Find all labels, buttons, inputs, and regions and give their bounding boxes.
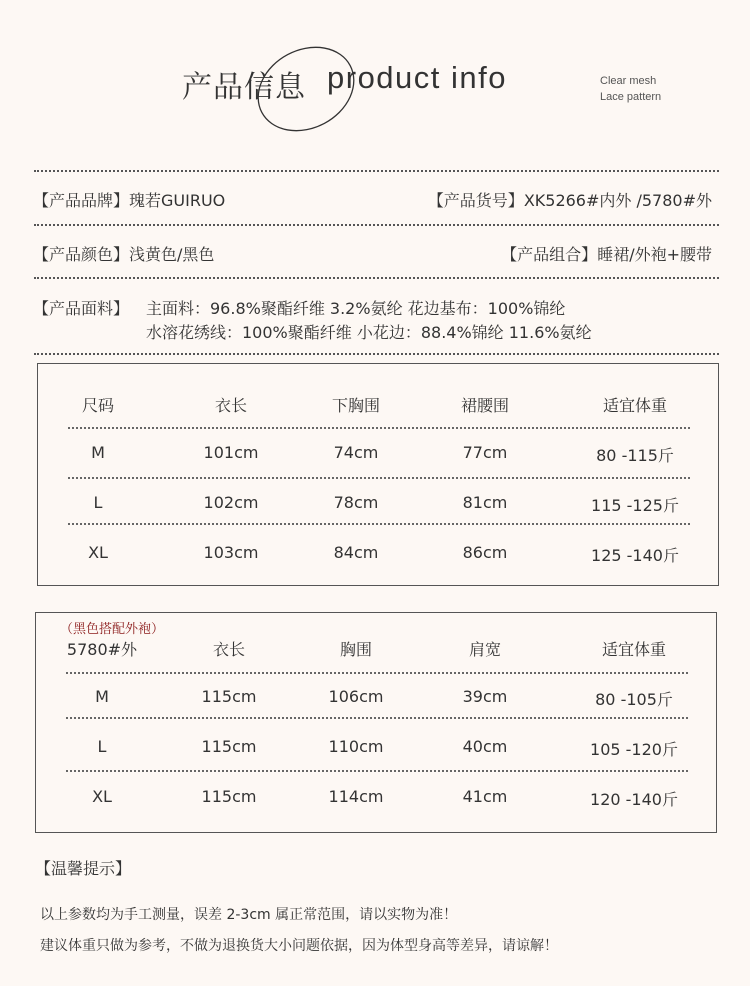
table-cell: 84cm (333, 543, 379, 562)
table-cell: L (97, 737, 107, 756)
table-header: 胸围 (339, 640, 373, 659)
table-cell: 125 -140斤 (591, 546, 679, 565)
divider (34, 353, 719, 355)
table-header: 衣长 (214, 396, 248, 415)
table-cell: 115cm (201, 737, 257, 756)
table-cell: 41cm (462, 787, 508, 806)
table-cell: 77cm (462, 443, 508, 462)
table-cell: 103cm (203, 543, 259, 562)
table-note: （黑色搭配外袍） (60, 622, 165, 637)
divider (34, 170, 719, 172)
table-cell: 78cm (333, 493, 379, 512)
table-cell: 114cm (328, 787, 384, 806)
brand-row (33, 188, 225, 211)
table-cell: 86cm (462, 543, 508, 562)
table-header: 适宜体重 (602, 396, 668, 415)
row-divider (66, 717, 688, 719)
size-table-dress (37, 363, 719, 586)
divider (34, 224, 719, 226)
table-cell: 101cm (203, 443, 259, 462)
table-cell: 80 -115斤 (596, 446, 674, 465)
page-title-cn: 产品信息 (182, 70, 306, 105)
sku-row (428, 188, 712, 211)
table-cell: M (91, 443, 105, 462)
table-cell: 81cm (462, 493, 508, 512)
color-value: 浅黄色/黑色 (129, 245, 215, 264)
table-cell: 115cm (201, 787, 257, 806)
color-label: 【产品颜色】 (33, 245, 130, 264)
tips-line-1: 以上参数均为手工测量，误差 2-3cm 属正常范围，请以实物为准！ (40, 907, 458, 923)
side-caption-2: Lace pattern (600, 91, 662, 103)
table-cell: 74cm (333, 443, 379, 462)
table-header: 下胸围 (331, 396, 381, 415)
table-cell: M (95, 687, 109, 706)
row-divider (68, 427, 690, 429)
combo-row (501, 242, 712, 265)
brand-value: 瑰若GUIRUO (129, 191, 226, 210)
table-header: 适宜体重 (601, 640, 667, 659)
combo-label: 【产品组合】 (501, 245, 598, 264)
row-divider (68, 477, 690, 479)
table-header: 肩宽 (468, 640, 502, 659)
tips-heading: 【温馨提示】 (35, 859, 132, 878)
table-cell: XL (92, 787, 112, 806)
row-divider (66, 672, 688, 674)
table-cell: 80 -105斤 (595, 690, 673, 709)
sku-label: 【产品货号】 (427, 191, 524, 210)
brand-label: 【产品品牌】 (33, 191, 130, 210)
table-header: 衣长 (212, 640, 246, 659)
table-header: 裙腰围 (460, 396, 510, 415)
table-cell: 115 -125斤 (591, 496, 679, 515)
table-header: 尺码 (81, 396, 115, 415)
divider (34, 277, 719, 279)
row-divider (68, 523, 690, 525)
fabric-line-1: 主面料：96.8%聚酯纤维 3.2%氨纶 花边基布：100%锦纶 (146, 299, 566, 318)
table-header: 5780#外 (66, 640, 138, 659)
sku-value: XK5266#内外 /5780#外 (523, 191, 712, 210)
side-caption-1: Clear mesh (600, 75, 657, 87)
table-cell: 39cm (462, 687, 508, 706)
tips-line-2: 建议体重只做为参考，不做为退换货大小问题依据，因为体型身高等差异，请谅解！ (40, 938, 558, 954)
page-title-en: product info (327, 60, 507, 95)
table-cell: XL (88, 543, 108, 562)
color-row (33, 242, 214, 265)
fabric-line-2: 水溶花绣线：100%聚酯纤维 小花边：88.4%锦纶 11.6%氨纶 (146, 323, 592, 342)
table-cell: 105 -120斤 (590, 740, 678, 759)
table-cell: L (93, 493, 103, 512)
table-cell: 40cm (462, 737, 508, 756)
table-cell: 106cm (328, 687, 384, 706)
table-cell: 102cm (203, 493, 259, 512)
fabric-label: 【产品面料】 (33, 299, 130, 318)
table-cell: 115cm (201, 687, 257, 706)
row-divider (66, 770, 688, 772)
size-table-robe (35, 612, 717, 833)
combo-value: 睡裙/外袍+腰带 (597, 245, 712, 264)
table-cell: 120 -140斤 (590, 790, 678, 809)
table-cell: 110cm (328, 737, 384, 756)
